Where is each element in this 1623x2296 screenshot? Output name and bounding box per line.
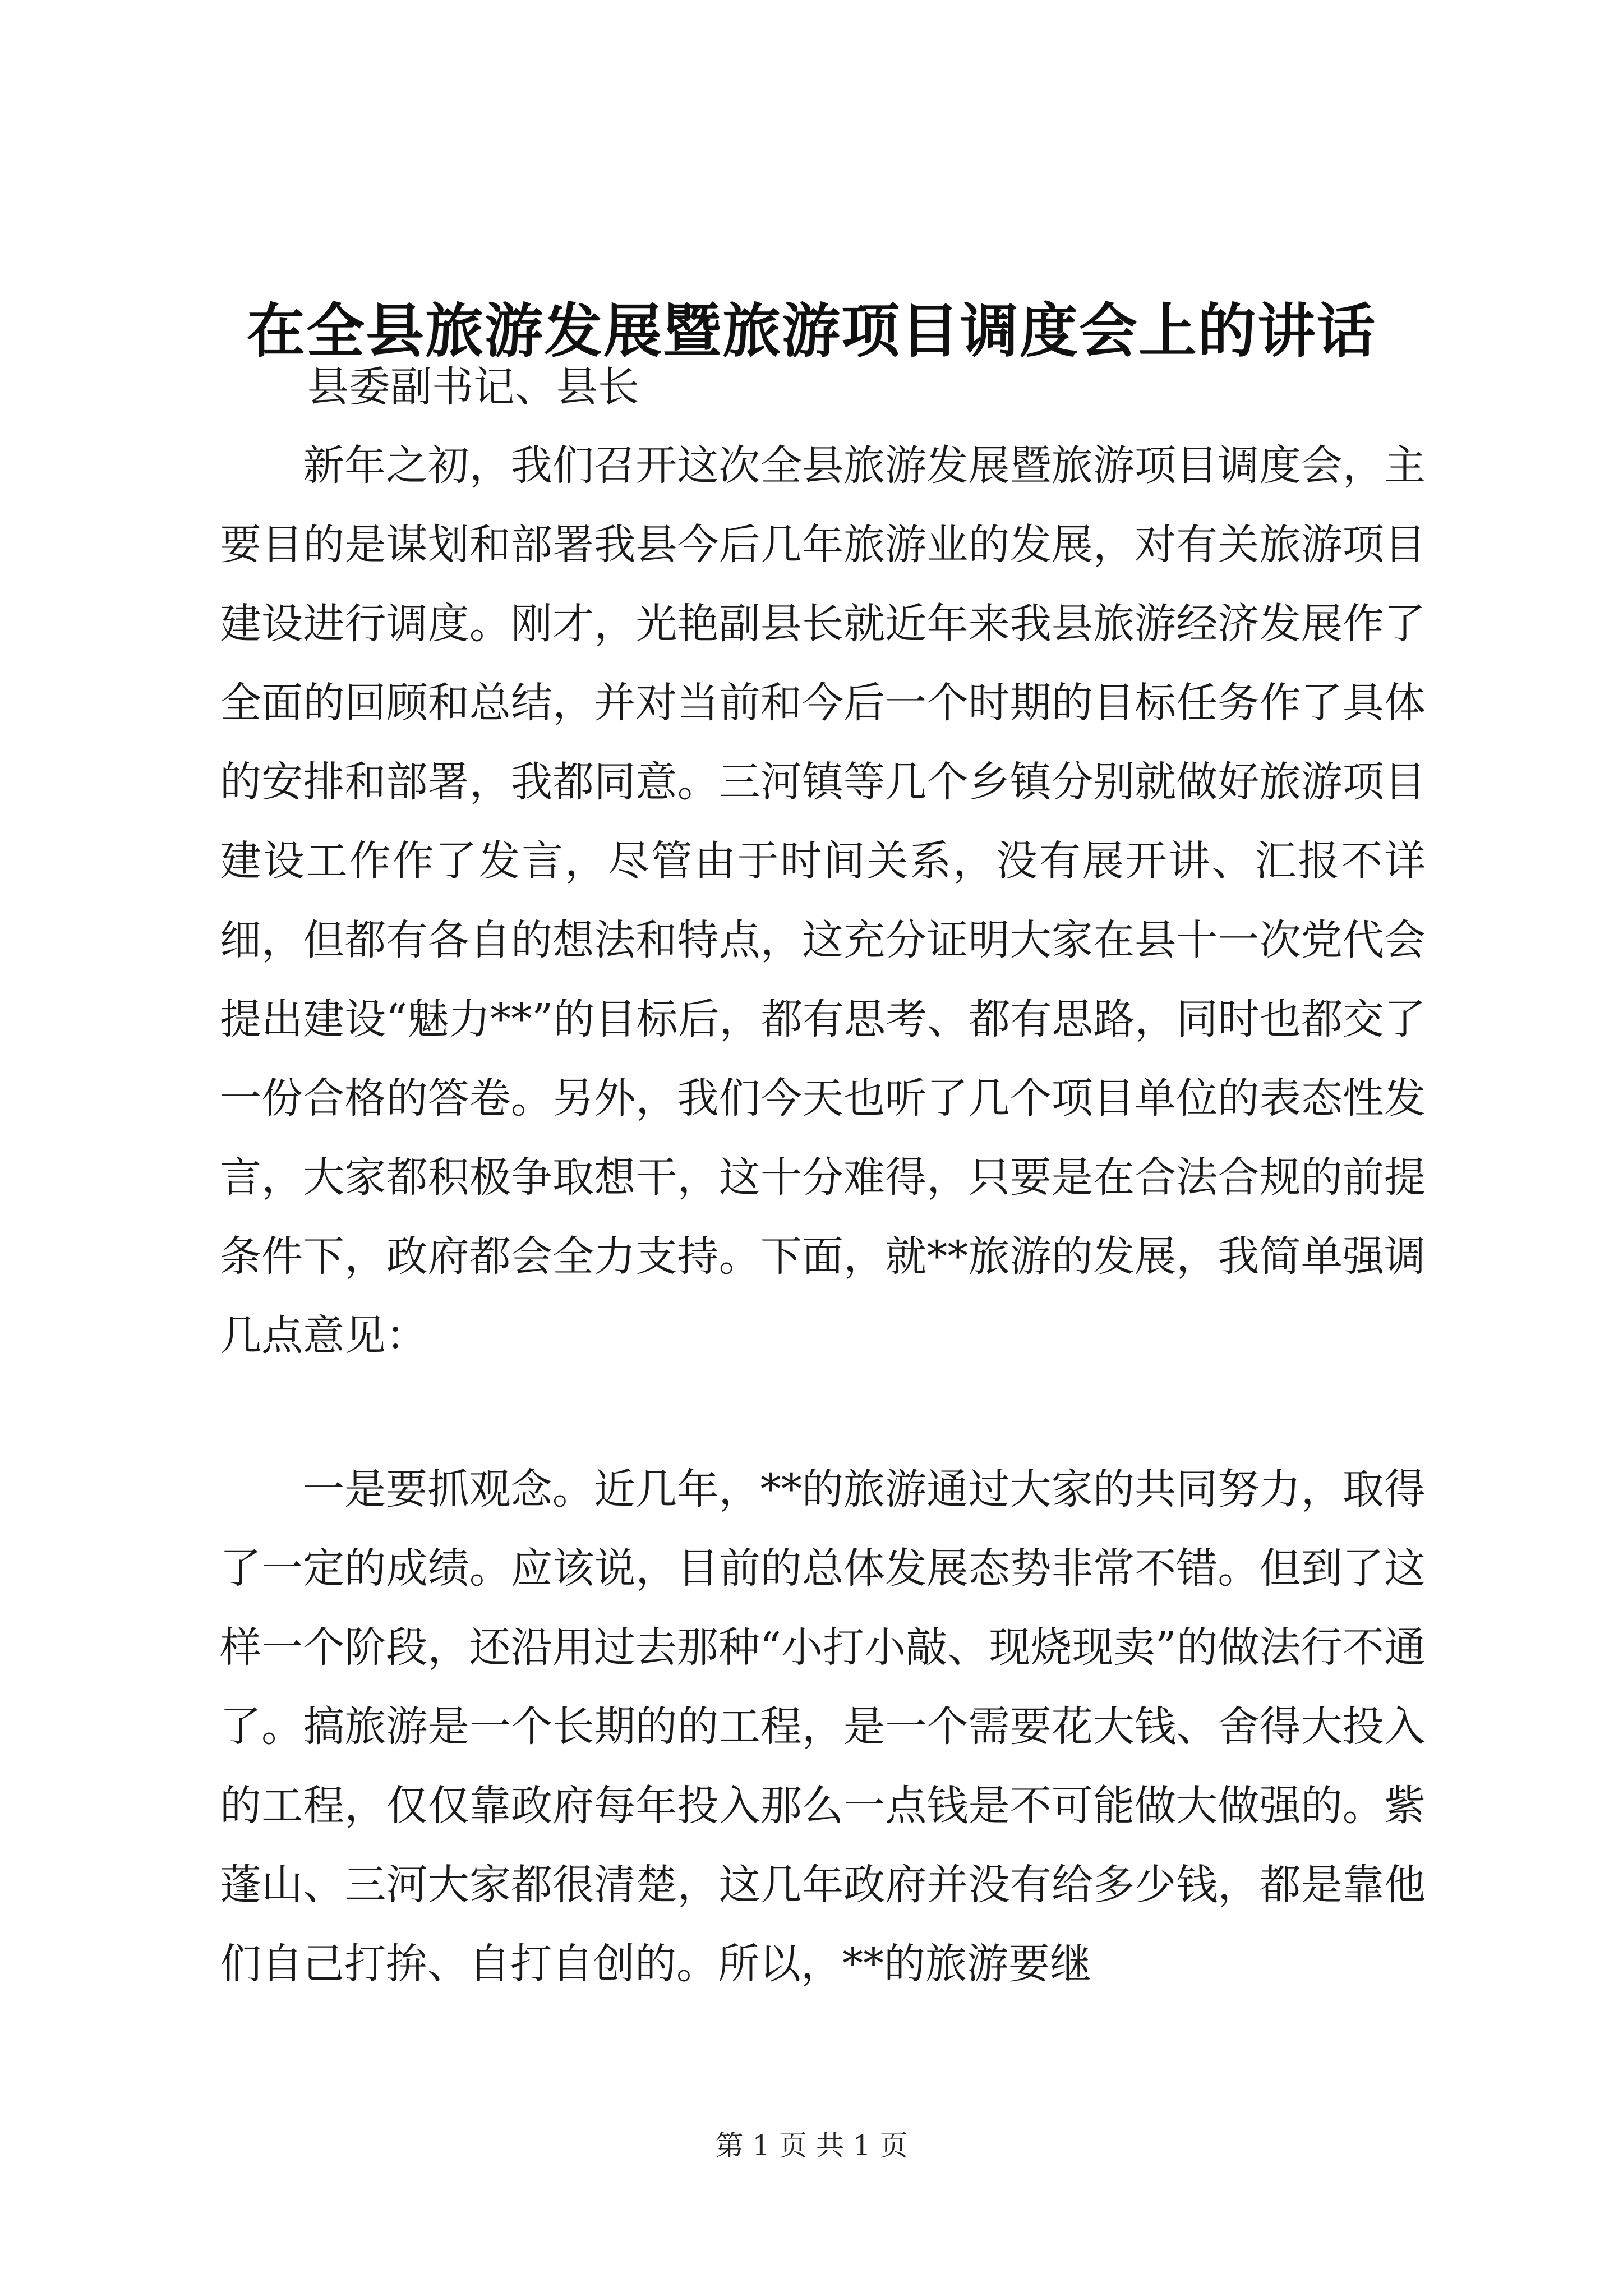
document-title: 在全县旅游发展暨旅游项目调度会上的讲话 bbox=[246, 296, 1376, 365]
body-paragraph-1: 新年之初，我们召开这次全县旅游发展暨旅游项目调度会，主要目的是谋划和部署我县今后几年旅游业的发展，对有关旅游项目建设进行调度。刚才，光艳副县长就近年来我县旅游经济发展作了全面的回顾和总结，并对当前和今后一个时期的目标任务作了具体的安排和部署，我都同意。三河镇等几个乡镇分别就做好旅游项目建设工作作了发言，尽管由于时间关系，没有展开讲、汇报不详细，但都有各自的想法和特点，这充分证明大家在县十一次党代会提出建设“魅力**”的目标后，都有思考、都有思路，同时也都交了一份合格的答卷。另外，我们今天也听了几个项目单位的表态性发言，大家都积极争取想干，这十分难得，只要是在合法合规的前提条件下，政府都会全力支持。下面，就**旅游的发展，我简单强调几点意见： bbox=[220, 441, 1426, 1360]
speaker-byline: 县委副书记、县长 bbox=[307, 363, 639, 411]
page-number-footer: 第 1 页 共 1 页 bbox=[715, 2129, 908, 2162]
body-paragraph-2: 一是要抓观念。近几年，**的旅游通过大家的共同努力，取得了一定的成绩。应该说，目前的总体发展态势非常不错。但到了这样一个阶段，还沿用过去那种“小打小敲、现烧现卖”的做法行不通了。搞旅游是一个长期的的工程，是一个需要花大钱、舍得大投入的工程，仅仅靠政府每年投入那么一点钱是不可能做大做强的。紫蓬山、三河大家都很清楚，这几年政府并没有给多少钱，都是靠他们自己打拚、自打自创的。所以，**的旅游要继 bbox=[220, 1465, 1426, 1988]
